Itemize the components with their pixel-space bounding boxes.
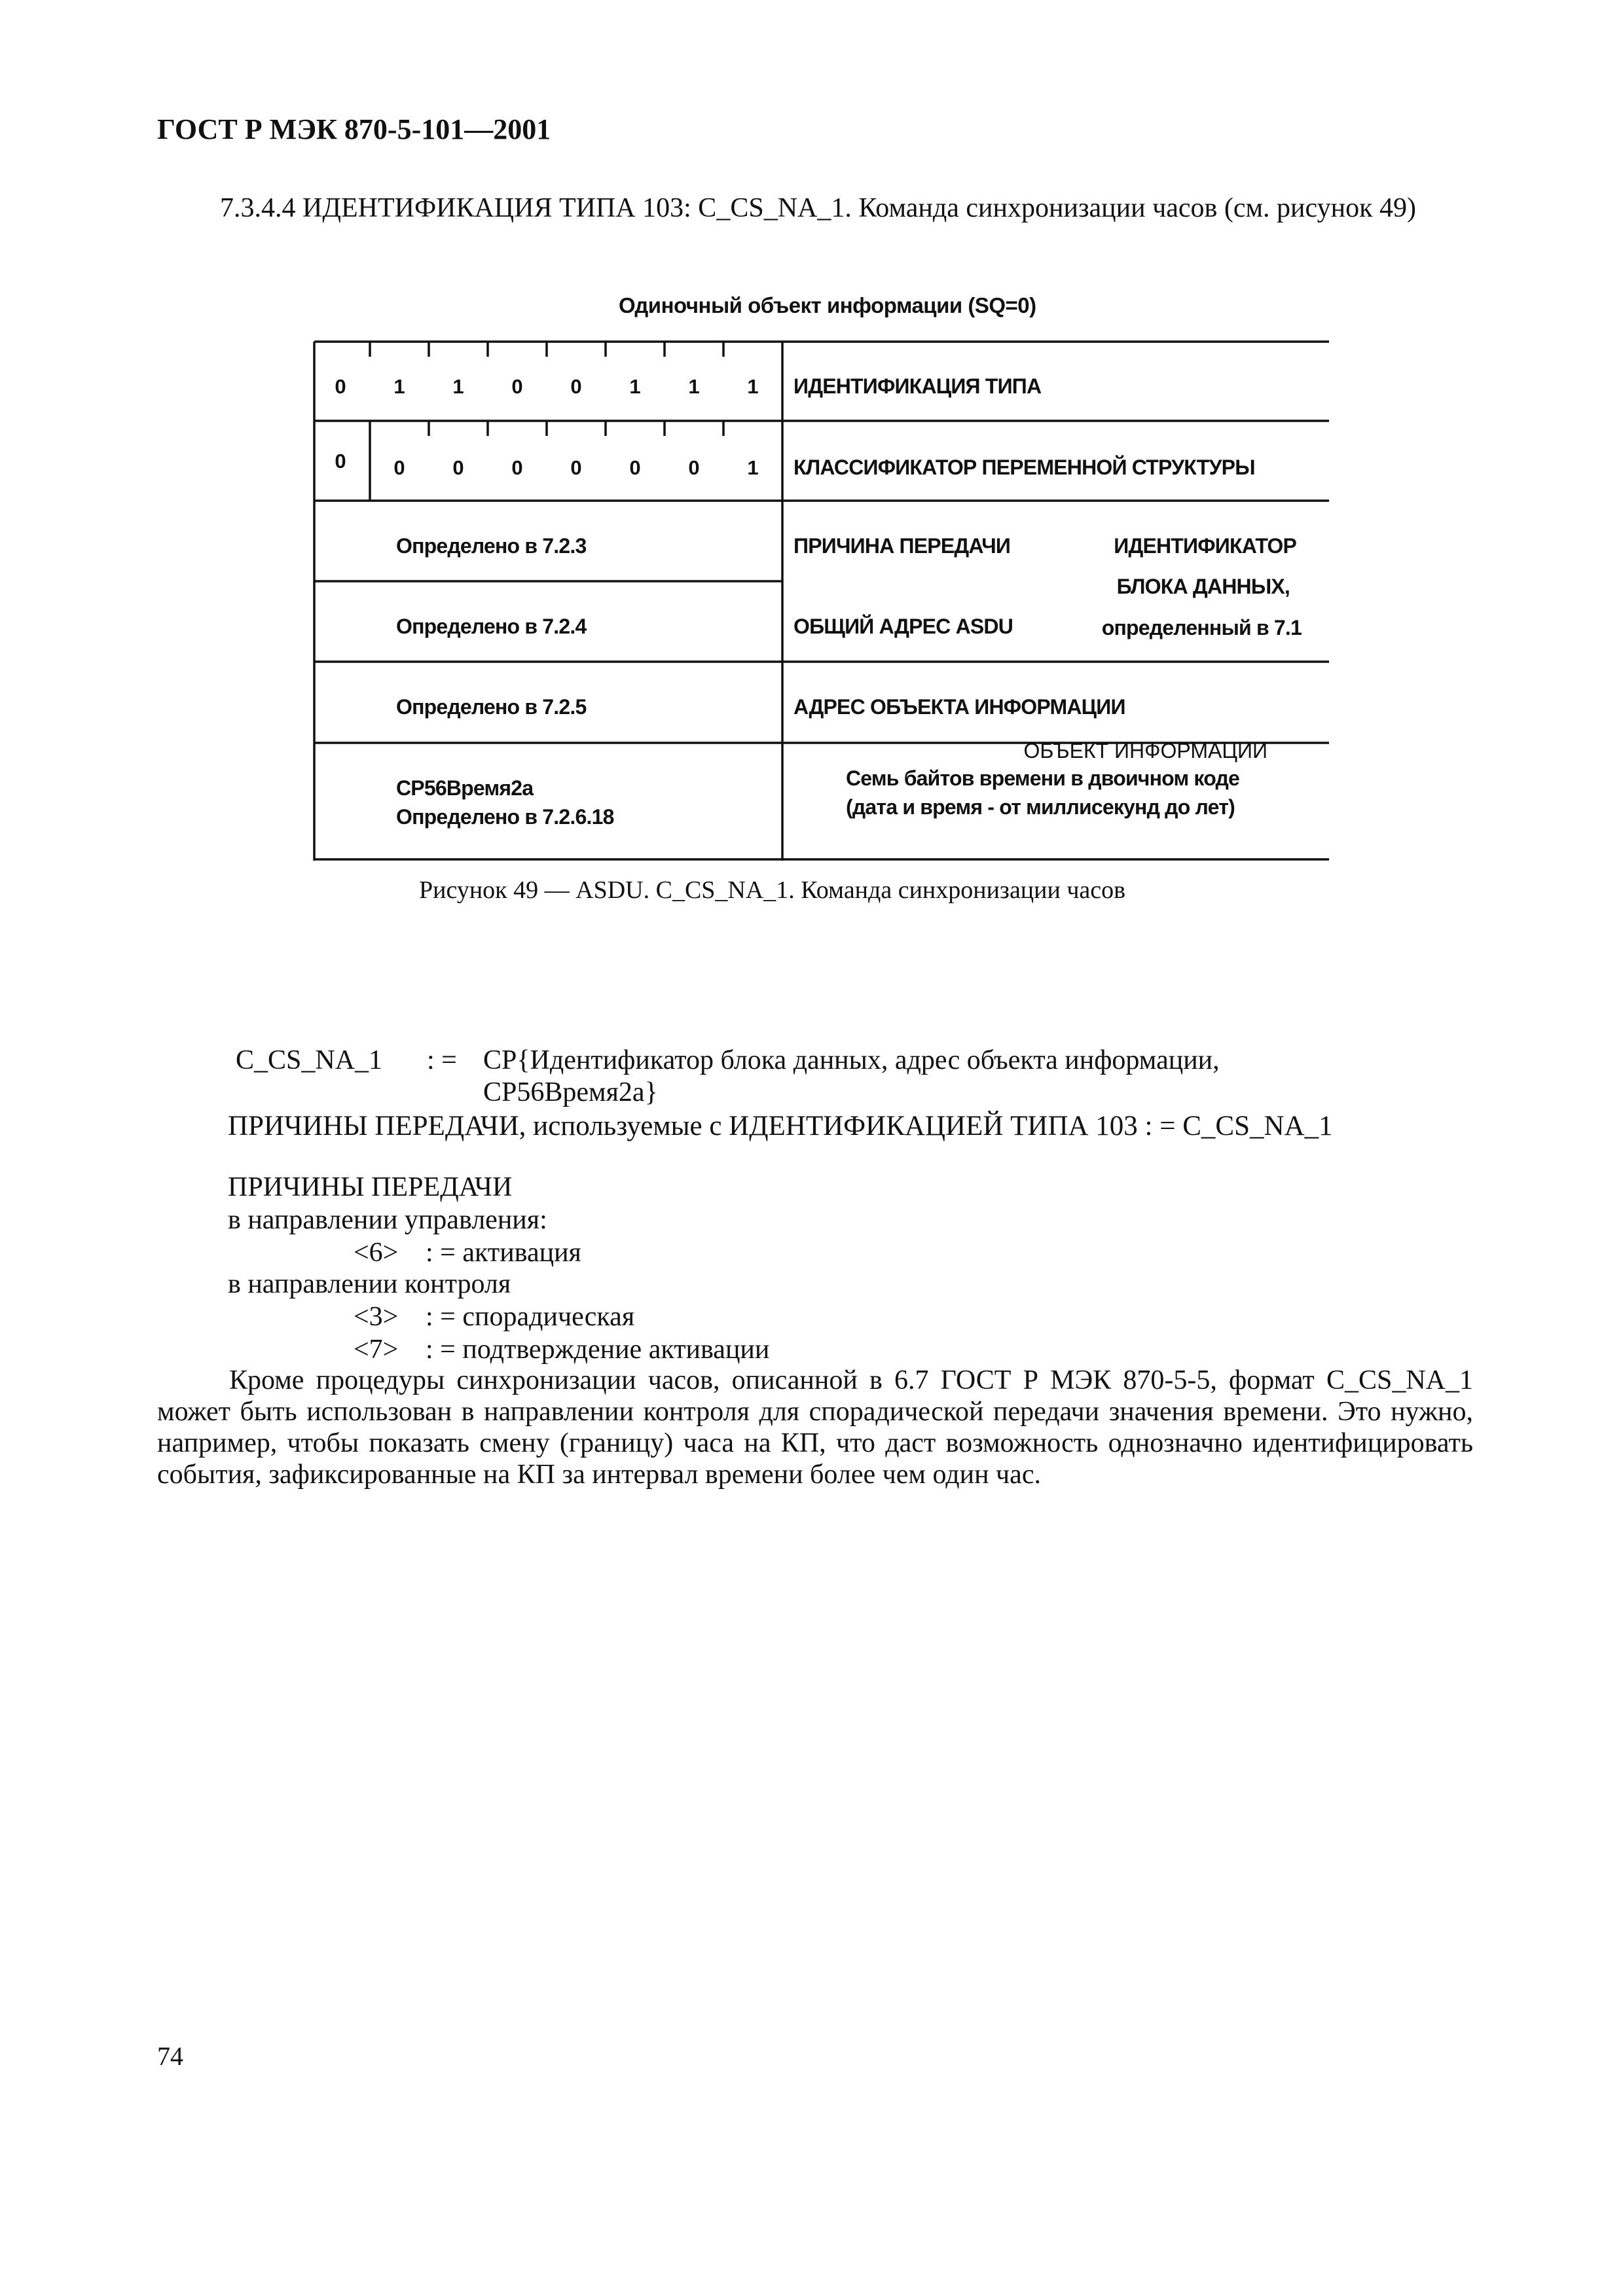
time-field-definition: Определено в 7.2.6.18 [396,805,614,829]
data-unit-id-line1: ИДЕНТИФИКАТОР [1114,534,1296,558]
type-id-bit: 0 [511,375,523,398]
definition-name: C_CS_NA_1 [236,1045,383,1075]
time-field-desc-line1: Семь байтов времени в двоичном коде [846,766,1240,790]
type-id-bit: 1 [393,375,405,398]
causes-heading: ПРИЧИНЫ ПЕРЕДАЧИ [228,1172,513,1202]
type-id-label: ИДЕНТИФИКАЦИЯ ТИПА [793,374,1042,398]
vsq-bit: 0 [688,456,700,479]
type-id-bit: 0 [335,375,346,398]
vsq-bit: 0 [629,456,641,479]
causes-usage-line: ПРИЧИНЫ ПЕРЕДАЧИ, используемые с ИДЕНТИФИКАЦИЕЙ ТИПА 103 : = C_CS_NA_1 [228,1111,1333,1141]
time-field-desc-line2: (дата и время - от миллисекунд до лет) [846,795,1235,819]
vsq-bit: 0 [335,450,346,473]
cause-code-7: <7> [354,1335,399,1365]
vsq-bit: 0 [452,456,464,479]
ioa-definition: Определено в 7.2.5 [396,695,587,719]
cot-label: ПРИЧИНА ПЕРЕДАЧИ [793,534,1011,558]
monitor-direction-label: в направлении контроля [228,1269,511,1299]
vsq-bits [335,450,758,479]
cot-definition: Определено в 7.2.3 [396,534,587,558]
type-id-bits [335,375,758,398]
definition-line1: CP{Идентификатор блока данных, адрес объекта информации, [483,1045,1220,1075]
figure-title: Одиночный объект информации (SQ=0) [619,293,1036,317]
vsq-bit: 1 [747,456,759,479]
info-object-label: ОБЪЕКТ ИНФОРМАЦИИ [1023,739,1267,762]
time-field-name: CP56Время2а [396,776,534,800]
data-unit-id-line3: определенный в 7.1 [1101,616,1302,639]
cause-text-3: : = спорадическая [426,1302,635,1332]
figure-caption: Рисунок 49 — ASDU. C_CS_NA_1. Команда синхронизации часов [419,876,1126,904]
asdu-structure-diagram [308,337,1329,861]
body-paragraph: Кроме процедуры синхронизации часов, описанной в 6.7 ГОСТ Р МЭК 870-5-5, формат C_CS_NA_1 может быть использован в направлении контроля для спорадической передачи значения времени. Это нужно, например, чтобы показать смену (границу) часа на КП, что даст возможность однозначно идентифицировать события, зафиксированные на КП за интервал времени более чем один час. [157,1365,1473,1490]
page-number: 74 [157,2041,183,2071]
vsq-bit: 0 [570,456,582,479]
type-id-bit: 0 [570,375,582,398]
control-direction-label: в направлении управления: [228,1205,547,1235]
vsq-bit: 0 [393,456,405,479]
vsq-bit: 0 [511,456,523,479]
cause-code-6: <6> [354,1238,399,1268]
cause-text-6: : = активация [426,1238,581,1268]
vsq-label: КЛАССИФИКАТОР ПЕРЕМЕННОЙ СТРУКТУРЫ [793,456,1255,479]
common-address-definition: Определено в 7.2.4 [396,615,587,638]
cause-code-3: <3> [354,1302,399,1332]
section-heading: 7.3.4.4 ИДЕНТИФИКАЦИЯ ТИПА 103: C_CS_NA_1. Команда синхронизации часов (см. рисунок 49) [220,193,1416,223]
common-address-label: ОБЩИЙ АДРЕС ASDU [793,615,1013,638]
type-id-bit: 1 [747,375,759,398]
type-id-bit: 1 [452,375,464,398]
ioa-label: АДРЕС ОБЪЕКТА ИНФОРМАЦИИ [793,695,1125,719]
definition-line2: CP56Время2а} [483,1077,658,1107]
type-id-bit: 1 [629,375,641,398]
definition-assign: : = [427,1045,457,1075]
document-header: ГОСТ Р МЭК 870-5-101—2001 [157,113,551,145]
cause-text-7: : = подтверждение активации [426,1335,770,1365]
type-id-bit: 1 [688,375,700,398]
data-unit-id-line2: БЛОКА ДАННЫХ, [1116,575,1290,598]
